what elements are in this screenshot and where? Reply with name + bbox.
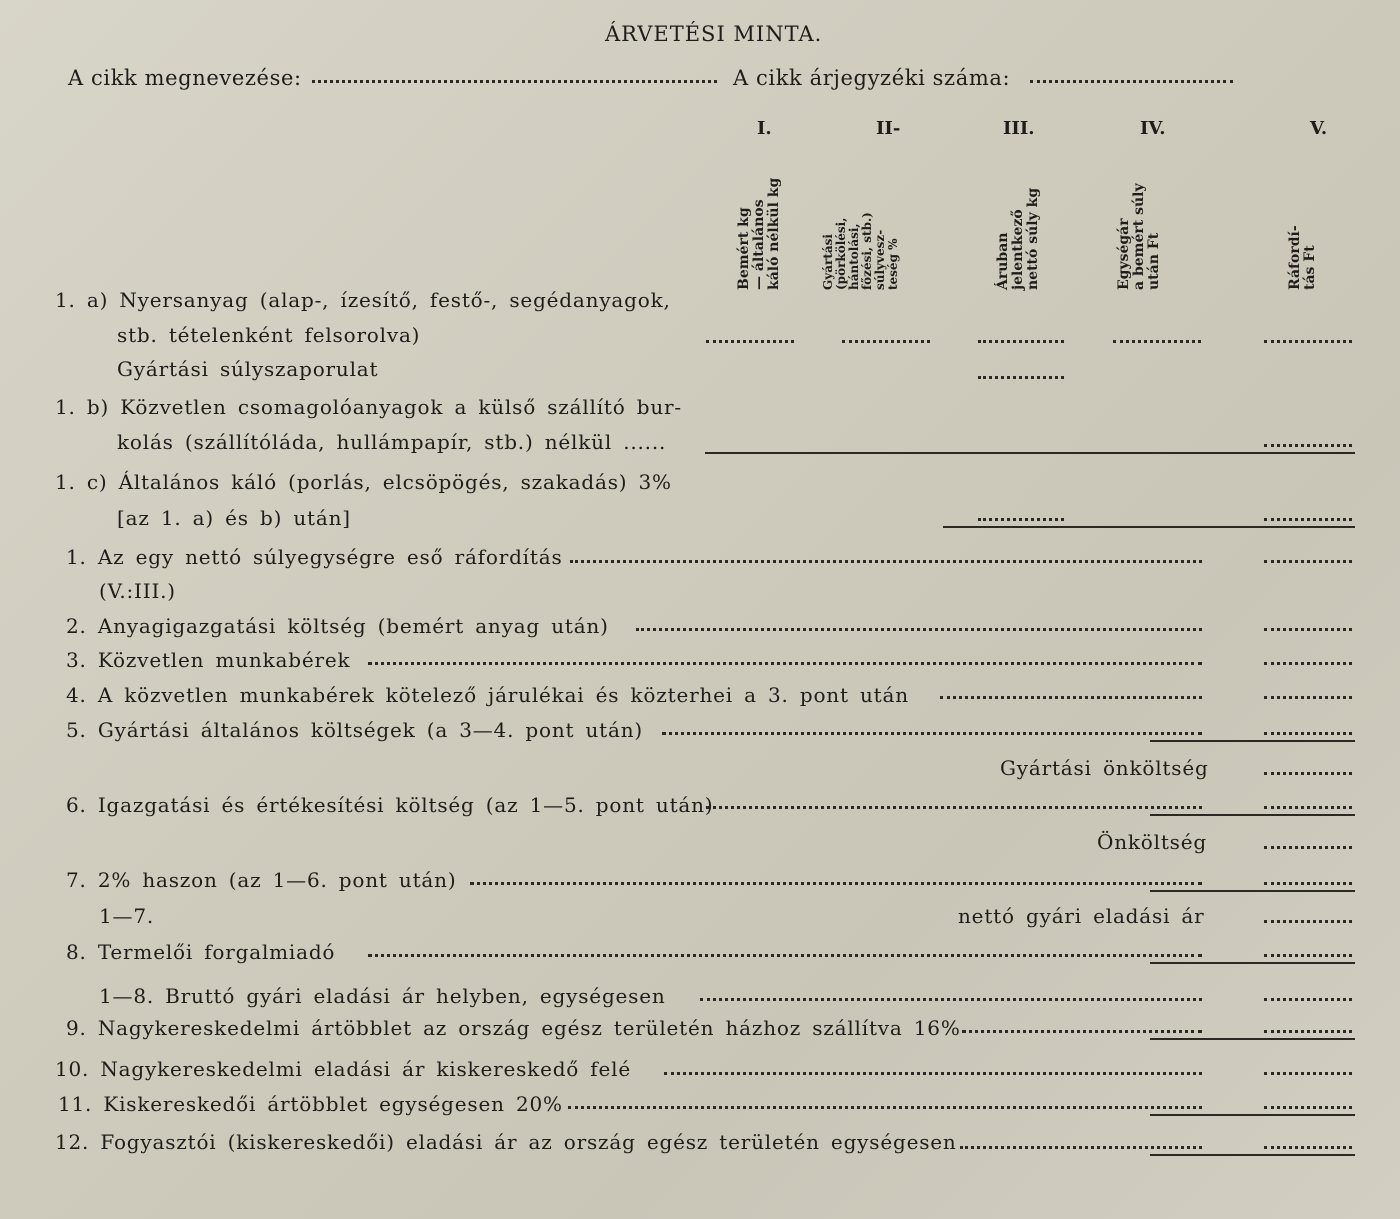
form-title: ÁRVETÉSI MINTA.	[605, 22, 823, 46]
column-heading-1-line: — általános	[751, 199, 767, 290]
row-1a-line-2: stb. tételenként felsorolva)	[117, 323, 421, 347]
col5-blank	[1264, 662, 1352, 665]
column-heading-5-line: tás Ft	[1302, 245, 1318, 290]
row-1a-line-1: 1. a) Nyersanyag (alap-, ízesítő, festő-, segédanyagok,	[55, 288, 671, 312]
row-1c-line-2: [az 1. a) és b) után]	[117, 506, 351, 530]
col5-blank	[1264, 882, 1352, 885]
leader-dots	[636, 628, 1202, 631]
price-list-number-label: A cikk árjegyzéki száma:	[733, 66, 1011, 90]
row-1c-line-1: 1. c) Általános káló (porlás, elcsöpögés, szakadás) 3%	[55, 470, 672, 494]
column-heading-1-line: Bemért kg	[736, 207, 752, 290]
col2-blank	[842, 340, 930, 343]
sum-rule	[1150, 740, 1355, 742]
column-heading-2-line: (pörkölési,	[834, 217, 848, 290]
row-12: 12. Fogyasztói (kiskereskedői) eladási ár az ország egész területén egységesen	[55, 1130, 957, 1154]
column-heading-5	[1288, 225, 1318, 290]
net-factory-price-label: nettó gyári eladási ár	[958, 904, 1205, 928]
row-9: 9. Nagykereskedelmi ártöbblet az ország egész területén házhoz szállítva 16%	[66, 1016, 961, 1040]
col5-blank	[1264, 954, 1352, 957]
row-1-8: 1—8. Bruttó gyári eladási ár helyben, egységesen	[99, 984, 666, 1008]
item-name-label: A cikk megnevezése:	[68, 66, 302, 90]
sum-rule	[1150, 962, 1355, 964]
row-8: 8. Termelői forgalmiadó	[66, 940, 336, 964]
column-number-1: I.	[757, 118, 772, 139]
row-1-line-2: (V.:III.)	[99, 579, 176, 603]
row-1a-line-3: Gyártási súlyszaporulat	[117, 357, 379, 381]
row-10: 10. Nagykereskedelmi eladási ár kiskereskedő felé	[55, 1057, 631, 1081]
sum-rule	[1150, 890, 1355, 892]
column-heading-3-line: jelentkező	[1010, 209, 1026, 290]
column-heading-2-line: súlyvesz-	[873, 229, 887, 290]
sum-rule	[705, 452, 1355, 454]
column-number-4: IV.	[1140, 118, 1166, 139]
column-heading-2-line: Gyártási	[821, 234, 835, 290]
leader-dots	[368, 954, 1202, 957]
manufacturing-cost-subtotal: Gyártási önköltség	[1000, 756, 1209, 780]
column-heading-4-line: után Ft	[1146, 232, 1162, 290]
sum-rule	[1150, 1114, 1355, 1116]
row-3: 3. Közvetlen munkabérek	[66, 648, 351, 672]
column-heading-2-line: főzési, stb.)	[860, 212, 874, 290]
leader-dots	[470, 882, 1202, 885]
leader-dots	[568, 1106, 1202, 1109]
column-heading-4-line: Egységár	[1116, 218, 1132, 290]
leader-dots	[706, 806, 1202, 809]
row-7: 7. 2% haszon (az 1—6. pont után)	[66, 868, 457, 892]
col5-blank	[1264, 1030, 1352, 1033]
row-2: 2. Anyagigazgatási költség (bemért anyag után)	[66, 614, 609, 638]
column-heading-1-line: káló nélkül kg	[766, 177, 782, 290]
sum-rule	[1150, 1154, 1355, 1156]
row-1b-line-1: 1. b) Közvetlen csomagolóanyagok a külső szállító bur-	[55, 395, 682, 419]
leader-dots	[960, 1146, 1202, 1149]
row-1-7-label: 1—7.	[99, 904, 155, 928]
column-heading-5-line: Ráfordí-	[1287, 225, 1303, 290]
col5-blank	[1264, 920, 1352, 923]
leader-dots	[700, 998, 1202, 1001]
sum-rule	[1150, 1038, 1355, 1040]
col5-blank	[1264, 846, 1352, 849]
col5-blank	[1264, 998, 1352, 1001]
col3-blank	[978, 518, 1064, 521]
col5-blank	[1264, 732, 1352, 735]
column-heading-3	[996, 188, 1041, 290]
weight-gain-blank	[978, 376, 1064, 379]
col5-blank	[1264, 340, 1352, 343]
sum-rule	[1150, 814, 1355, 816]
row-1b-line-2: kolás (szállítóláda, hullámpapír, stb.) nélkül ......	[117, 430, 667, 454]
leader-dots	[570, 560, 1202, 563]
column-heading-3-line: nettó súly kg	[1025, 187, 1041, 290]
col1-blank	[706, 340, 794, 343]
col5-blank	[1264, 772, 1352, 775]
row-5: 5. Gyártási általános költségek (a 3—4. pont után)	[66, 718, 644, 742]
leader-dots	[962, 1030, 1202, 1033]
row-6: 6. Igazgatási és értékesítési költség (az 1—5. pont után)	[66, 793, 714, 817]
col5-blank	[1264, 1106, 1352, 1109]
item-name-blank	[312, 80, 717, 83]
col5-blank	[1264, 628, 1352, 631]
row-1-line-1: 1. Az egy nettó súlyegységre eső ráfordítás	[66, 545, 563, 569]
col5-blank	[1264, 1146, 1352, 1149]
row-4: 4. A közvetlen munkabérek kötelező járulékai és közterhei a 3. pont után	[66, 683, 909, 707]
leader-dots	[664, 1072, 1202, 1075]
total-cost-subtotal: Önköltség	[1097, 830, 1207, 854]
leader-dots	[662, 732, 1202, 735]
col5-blank	[1264, 560, 1352, 563]
column-heading-3-line: Áruban	[995, 232, 1011, 290]
column-number-3: III.	[1003, 118, 1035, 139]
row-11: 11. Kiskereskedői ártöbblet egységesen 20%	[58, 1092, 563, 1116]
col5-blank	[1264, 444, 1352, 447]
col5-blank	[1264, 1072, 1352, 1075]
column-heading-2-line: teség %	[886, 238, 900, 290]
column-heading-1	[737, 178, 782, 290]
column-heading-4	[1117, 183, 1162, 290]
col5-blank	[1264, 518, 1352, 521]
col3-blank	[978, 340, 1064, 343]
leader-dots	[940, 696, 1202, 699]
column-heading-4-line: a bemért súly	[1131, 183, 1147, 290]
col5-blank	[1264, 696, 1352, 699]
col4-blank	[1113, 340, 1201, 343]
leader-dots	[368, 662, 1202, 665]
column-number-2: II-	[876, 118, 901, 139]
column-heading-2	[822, 212, 900, 290]
col5-blank	[1264, 806, 1352, 809]
sum-rule	[943, 526, 1355, 528]
price-list-number-blank	[1030, 80, 1233, 83]
column-number-5: V.	[1310, 118, 1328, 139]
column-heading-2-line: hántolási,	[847, 223, 861, 290]
